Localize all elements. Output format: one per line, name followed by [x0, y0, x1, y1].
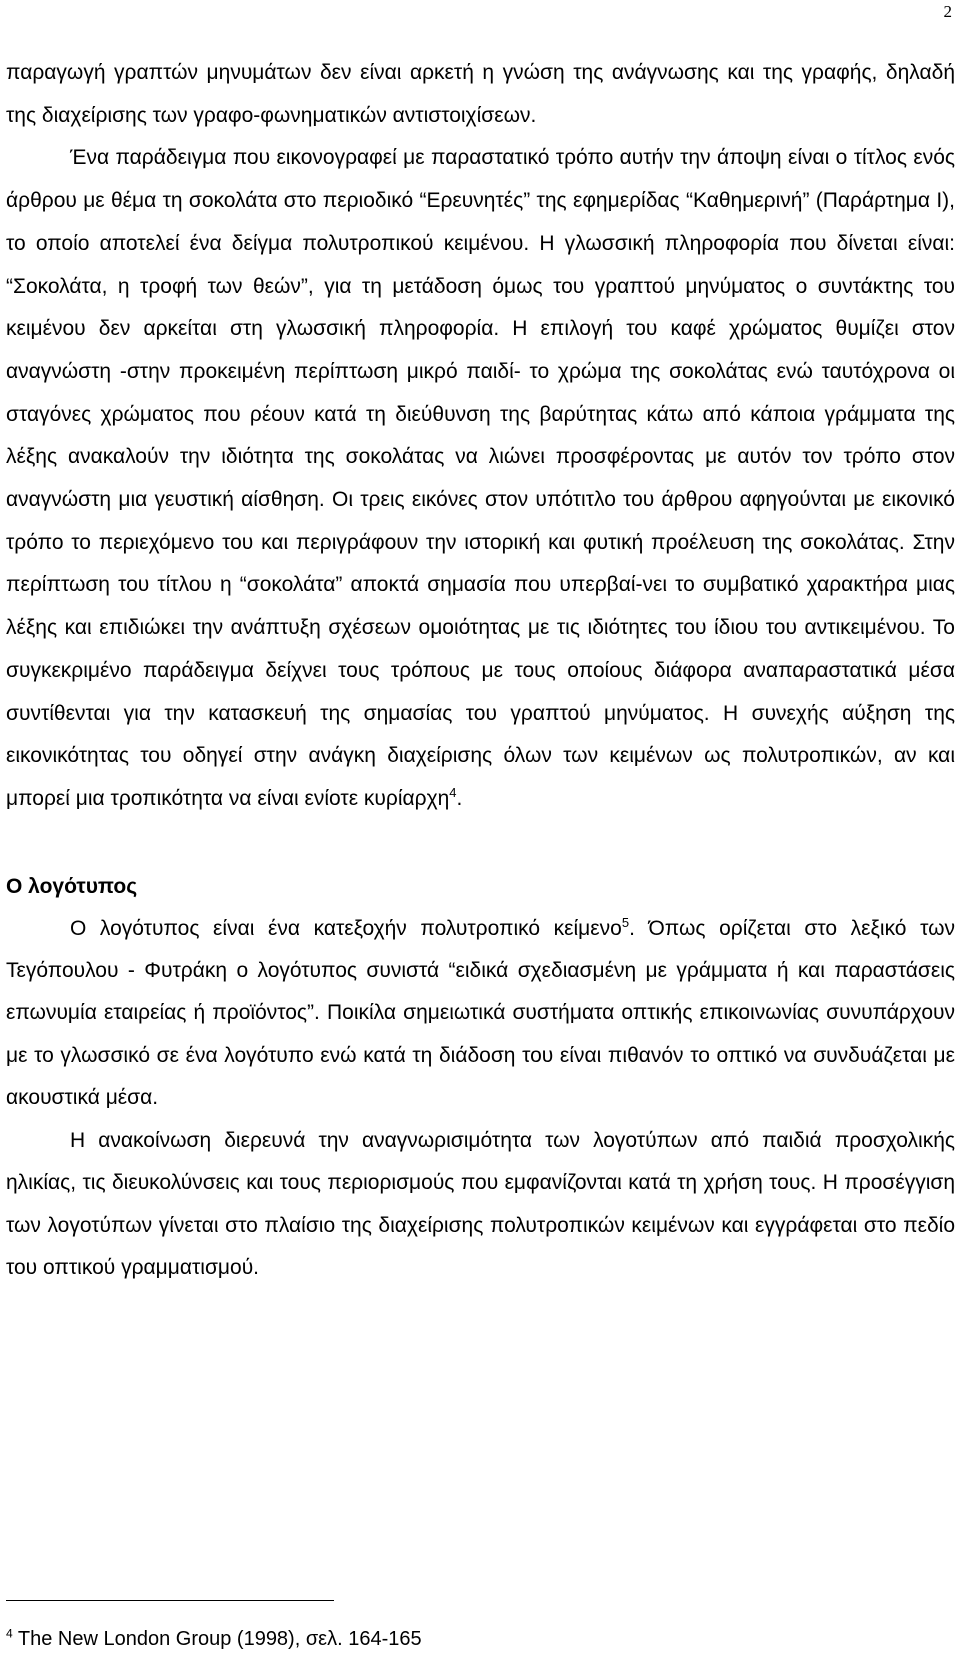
- paragraph-logotype-text-start: Ο λογότυπος είναι ένα κατεξοχήν πολυτροπικό κείμενο: [70, 916, 622, 940]
- footnote-ref-5[interactable]: 5: [621, 914, 630, 930]
- paragraph-logotype-definition: [6, 908, 955, 1120]
- document-body: [6, 52, 955, 1289]
- section-heading-logotype: Ο λογότυπος: [6, 874, 138, 898]
- paragraph-chocolate-end: .: [456, 786, 463, 810]
- footnote-separator: [6, 1600, 334, 1601]
- paragraph-continuation: παραγωγή γραπτών μηνυμάτων δεν είναι αρκετή η γνώση της ανάγνωσης και της γραφής, δηλαδή της διαχείρισης των γραφο-φωνηματικών αντιστοιχίσεων.: [6, 61, 955, 127]
- paragraph-chocolate-example: [6, 137, 955, 820]
- footnote-marker: 4: [6, 1626, 13, 1641]
- paragraph-chocolate-text: Ένα παράδειγμα που εικονογραφεί με παραστατικό τρόπο αυτήν την άποψη είναι ο τίτλος ενός άρθρου με θέμα τη σοκολάτα στο περιοδικό “Ερευνητές” της εφημερίδας “Καθημερινή” (Παράρτημα Ι), το οποίο αποτελεί ένα δείγμα πολυτροπικού κειμένου. Η γλωσσική πληροφορία που δίνεται είναι: “Σοκολάτα, η τροφή των θεών”, για τη μετάδοση όμως του γραπτού μηνύματος ο συντάκτης του κειμένου δεν αρκείται στη γλωσσική πληροφορία. Η επιλογή του καφέ χρώματος θυμίζει στον αναγνώστη -στην προκειμένη περίπτωση μικρό παιδί- το χρώμα της σοκολάτας ενώ ταυτόχρονα οι σταγόνες χρώματος που ρέουν κατά τη διεύθυνση της βαρύτητας κάτω από κάποια γράμματα της λέξης ανακαλούν την ιδιότητα της σοκολάτας να λιώνει προσφέροντας με αυτόν τον τρόπο στον αναγνώστη μια γευστική αίσθηση. Οι τρεις εικόνες στον υπότιτλο του άρθρου αφηγούνται με εικονικό τρόπο το περιεχόμενο του και περιγράφουν την ιστορική και φυτική προέλευση της σοκολάτας. Στην περίπτωση του τίτλου η “σοκολάτα” αποκτά σημασία που υπερβαί-νει το συμβατικό χαρακτήρα μιας λέξης και επιδιώκει την ανάπτυξη σχέσεων ομοιότητας με τις ιδιότητες του ίδιου του αντικειμένου. Το συγκεκριμένο παράδειγμα δείχνει τους τρόπους με τους οποίους διάφορα αναπαραστατικά μέσα συντίθενται για την κατασκευή της σημασίας του γραπτού μηνύματος. Η συνεχής αύξηση της εικονικότητας του οδηγεί στην ανάγκη διαχείρισης όλων των κειμένων ως πολυτροπικών, αν και μπορεί μια τροπικότητα να είναι ενίοτε κυρίαρχη: [6, 146, 955, 810]
- footnote-4: [6, 1627, 422, 1651]
- paragraph-announcement: Η ανακοίνωση διερευνά την αναγνωρισιμότητα των λογοτύπων από παιδιά προσχολικής ηλικίας, τις διευκολύνσεις και τους περιορισμούς που εμφανίζονται κατά τη χρήση τους. Η προσέγγιση των λογοτύπων γίνεται στο πλαίσιο της διαχείρισης πολυτροπικών κειμένων και εγγράφεται στο πεδίο του οπτικού γραμματισμού.: [6, 1128, 955, 1279]
- footnote-ref-4[interactable]: 4: [449, 784, 457, 800]
- page-number: 2: [943, 2, 952, 21]
- footnote-text: The New London Group (1998), σελ. 164-165: [12, 1628, 422, 1650]
- paragraph-logotype-text-rest: . Όπως ορίζεται στο λεξικό των Τεγόπουλου - Φυτράκη ο λογότυπος συνιστά “ειδικά σχεδιασμένη με γράμματα ή και παραστάσεις επωνυμία εταιρείας ή προϊόντος”. Ποικίλα σημειωτικά συστήματα οπτικής επικοινωνίας συνυπάρχουν με το γλωσσικό σε ένα λογότυπο ενώ κατά τη διάδοση του είναι πιθανόν το οπτικό να συνδυάζεται με ακουστικά μέσα.: [6, 916, 955, 1110]
